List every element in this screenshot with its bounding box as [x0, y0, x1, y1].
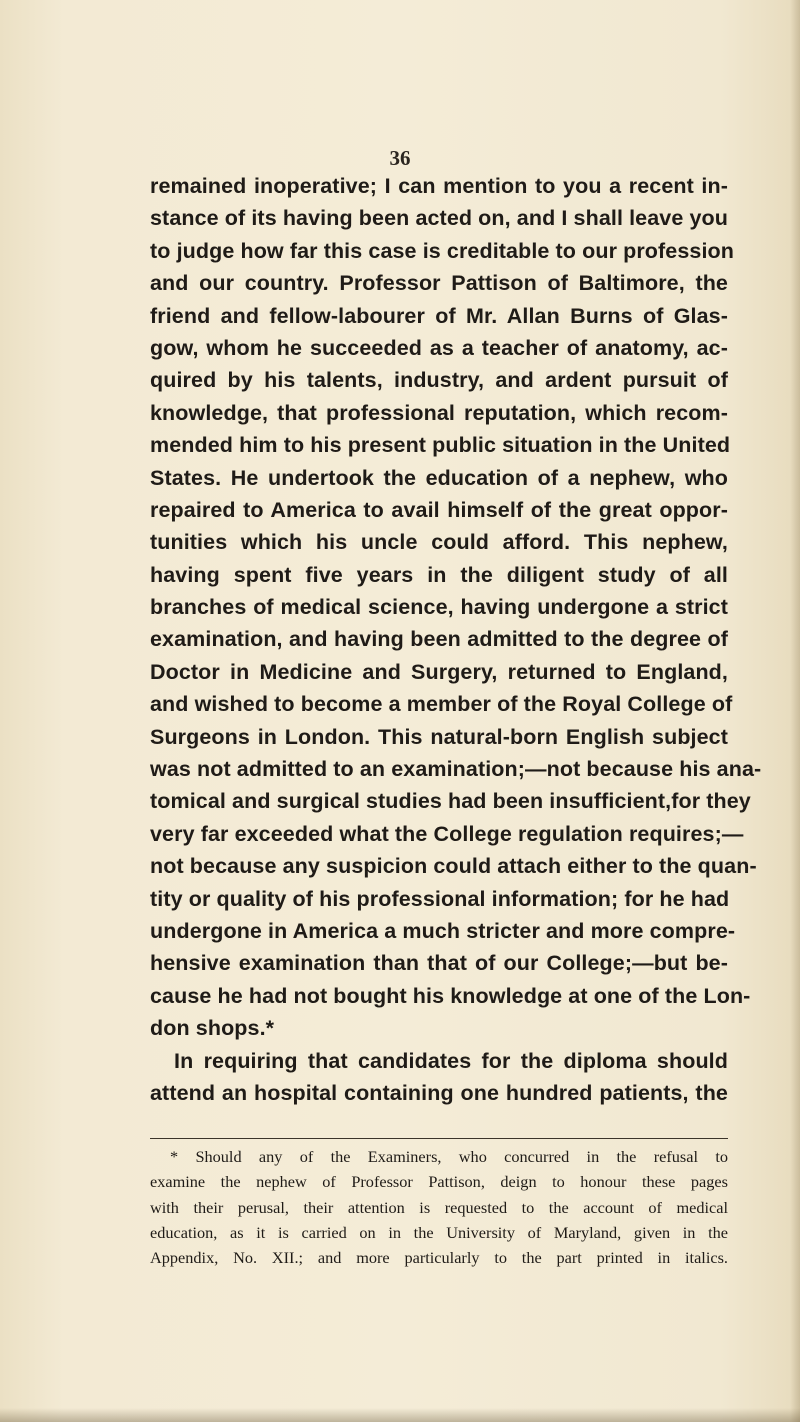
text-line: Surgeons in London. This natural-born English subject: [150, 724, 728, 749]
text-line: and wished to become a member of the Royal College of: [150, 692, 733, 717]
body-text: [150, 170, 762, 1109]
text-line: and our country. Professor Pattison of Baltimore, the: [150, 271, 728, 296]
text-line: not because any suspicion could attach either to the quan-: [150, 854, 757, 879]
text-line: repaired to America to avail himself of the great oppor-: [150, 497, 728, 522]
text-line: quired by his talents, industry, and ardent pursuit of: [150, 368, 728, 393]
text-line: Doctor in Medicine and Surgery, returned to England,: [150, 659, 728, 684]
footnote-line: Appendix, No. XII.; and more particularly to the part printed in italics.: [150, 1248, 728, 1268]
text-line: don shops.*: [150, 1016, 275, 1041]
page-bottom-shadow: [0, 1408, 800, 1422]
footnote-line: * Should any of the Examiners, who concurred in the refusal to: [170, 1147, 728, 1166]
text-line: hensive examination than that of our College;—but be-: [150, 951, 728, 976]
text-line: States. He undertook the education of a nephew, who: [150, 465, 728, 490]
footnote-line: examine the nephew of Professor Pattison, deign to honour these pages: [150, 1172, 728, 1192]
page-edge-shadow: [790, 0, 800, 1422]
text-line: remained inoperative; I can mention to you a recent in-: [150, 174, 728, 198]
text-line: In requiring that candidates for the diploma should: [174, 1048, 728, 1073]
footnote-line: education, as it is carried on in the University of Maryland, given in the: [150, 1222, 728, 1242]
footnote-line: with their perusal, their attention is requested to the account of medical: [150, 1197, 728, 1217]
text-line: gow, whom he succeeded as a teacher of anatomy, ac-: [150, 335, 728, 360]
text-line: attend an hospital containing one hundred patients, the: [150, 1080, 728, 1105]
page-number: 36: [389, 146, 411, 170]
text-line: knowledge, that professional reputation, which recom-: [150, 400, 728, 425]
text-line: undergone in America a much stricter and more compre-: [150, 918, 736, 943]
text-line: having spent five years in the diligent study of all: [150, 562, 728, 587]
text-line: mended him to his present public situation in the United: [150, 433, 731, 458]
text-line: to judge how far this case is creditable to our profession: [150, 238, 735, 263]
text-line: tomical and surgical studies had been insufficient,for they: [150, 789, 751, 814]
footnote-rule-line: [150, 1138, 728, 1139]
text-line: friend and fellow-labourer of Mr. Allan Burns of Glas-: [150, 303, 728, 328]
text-line: was not admitted to an examination;—not because his ana-: [150, 757, 762, 782]
footnote: [150, 1144, 728, 1270]
text-line: tunities which his uncle could afford. This nephew,: [150, 530, 728, 555]
text-line: stance of its having been acted on, and I shall leave you: [150, 206, 729, 231]
text-line: examination, and having been admitted to the degree of: [150, 627, 728, 652]
text-line: branches of medical science, having undergone a strict: [150, 595, 728, 620]
text-line: tity or quality of his professional information; for he had: [150, 886, 730, 911]
text-line: very far exceeded what the College regulation requires;—: [150, 821, 744, 846]
text-line: cause he had not bought his knowledge at one of the Lon-: [150, 983, 751, 1008]
